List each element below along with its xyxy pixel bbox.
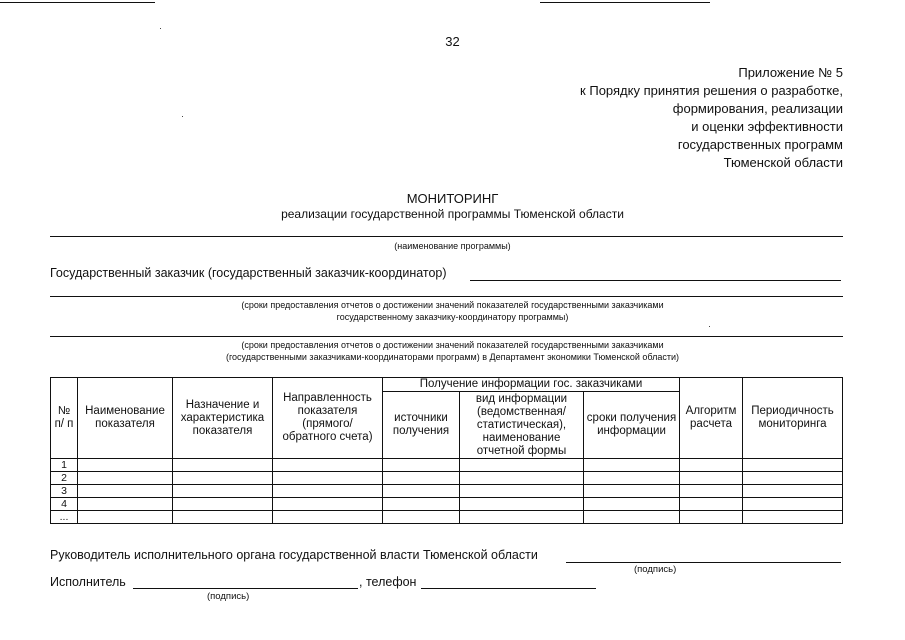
row-number: ... — [51, 511, 78, 524]
column-header-number: № п/ п — [51, 378, 78, 459]
table-cell[interactable] — [383, 472, 460, 485]
table-cell[interactable] — [273, 511, 383, 524]
appendix-line: государственных программ — [677, 137, 843, 152]
table-cell[interactable] — [383, 485, 460, 498]
page-number: 32 — [445, 34, 460, 49]
row-number: 2 — [51, 472, 78, 485]
customer-input-line[interactable] — [470, 280, 841, 281]
table-cell[interactable] — [680, 511, 743, 524]
phone-input-line[interactable] — [421, 588, 596, 589]
table-cell[interactable] — [460, 498, 584, 511]
table-row — [51, 459, 843, 472]
appendix-block — [580, 64, 843, 172]
executor-signature-line[interactable] — [133, 588, 358, 589]
terms-line-2[interactable] — [50, 336, 843, 337]
scan-speck — [160, 28, 161, 29]
table-cell[interactable] — [743, 472, 843, 485]
table-cell[interactable] — [743, 485, 843, 498]
monitoring-table — [50, 377, 843, 524]
row-number: 3 — [51, 485, 78, 498]
column-header-direction: Направленность показателя (прямого/ обратного счета) — [273, 378, 383, 459]
table-cell[interactable] — [173, 459, 273, 472]
column-header-indicator-name: Наименование показателя — [78, 378, 173, 459]
table-cell[interactable] — [273, 485, 383, 498]
column-header-info-type: вид информации (ведомственная/ статистическая), наименование отчетной формы — [460, 392, 584, 459]
program-name-line[interactable] — [50, 236, 843, 237]
table-cell[interactable] — [383, 459, 460, 472]
appendix-line: Приложение № 5 — [738, 65, 843, 80]
table-cell[interactable] — [460, 472, 584, 485]
row-number: 1 — [51, 459, 78, 472]
table-cell[interactable] — [273, 472, 383, 485]
table-cell[interactable] — [584, 459, 680, 472]
table-cell[interactable] — [78, 459, 173, 472]
table-cell[interactable] — [743, 498, 843, 511]
phone-label: , телефон — [359, 575, 417, 589]
appendix-line: и оценки эффективности — [691, 119, 843, 134]
appendix-line: к Порядку принятия решения о разработке, — [580, 83, 843, 98]
scan-speck — [182, 116, 183, 117]
column-header-periodicity: Периодичность мониторинга — [743, 378, 843, 459]
table-cell[interactable] — [173, 511, 273, 524]
table-cell[interactable] — [173, 498, 273, 511]
table-row — [51, 511, 843, 524]
table-cell[interactable] — [680, 485, 743, 498]
table-cell[interactable] — [173, 472, 273, 485]
table-cell[interactable] — [383, 511, 460, 524]
table-cell[interactable] — [78, 511, 173, 524]
table-cell[interactable] — [460, 485, 584, 498]
column-header-algorithm: Алгоритм расчета — [680, 378, 743, 459]
terms-caption-1 — [0, 299, 905, 323]
table-cell[interactable] — [273, 498, 383, 511]
column-header-purpose: Назначение и характеристика показателя — [173, 378, 273, 459]
table-cell[interactable] — [383, 498, 460, 511]
appendix-line: формирования, реализации — [672, 101, 843, 116]
table-group-header-row — [51, 378, 843, 392]
table-cell[interactable] — [584, 472, 680, 485]
table-cell[interactable] — [680, 472, 743, 485]
table-cell[interactable] — [584, 511, 680, 524]
table-cell[interactable] — [743, 511, 843, 524]
scan-edge-line-right — [540, 2, 710, 3]
table-cell[interactable] — [78, 485, 173, 498]
scan-speck — [709, 326, 710, 327]
table-cell[interactable] — [680, 498, 743, 511]
document-title: МОНИТОРИНГ — [406, 191, 499, 206]
terms-caption-1-line: (сроки предоставления отчетов о достижении значений показателей государственными заказчиками — [241, 300, 664, 310]
document-subtitle: реализации государственной программы Тюменской области — [281, 207, 624, 221]
executor-label: Исполнитель — [50, 575, 126, 589]
table-cell[interactable] — [680, 459, 743, 472]
terms-line-1[interactable] — [50, 296, 843, 297]
column-group-header-info: Получение информации гос. заказчиками — [383, 378, 680, 392]
table-cell[interactable] — [584, 485, 680, 498]
terms-caption-2 — [0, 339, 905, 363]
table-cell[interactable] — [460, 511, 584, 524]
table-cell[interactable] — [78, 472, 173, 485]
customer-label: Государственный заказчик (государственный заказчик-координатор) — [50, 266, 447, 280]
head-signature-label: Руководитель исполнительного органа государственной власти Тюменской области — [50, 548, 538, 562]
table-cell[interactable] — [273, 459, 383, 472]
executor-signature-caption: (подпись) — [207, 591, 250, 602]
program-name-caption: (наименование программы) — [394, 241, 511, 251]
table-cell[interactable] — [460, 459, 584, 472]
table-cell[interactable] — [584, 498, 680, 511]
table-cell[interactable] — [173, 485, 273, 498]
scan-edge-line-left — [0, 2, 155, 3]
column-header-terms: сроки получения информации — [584, 392, 680, 459]
table-row — [51, 472, 843, 485]
row-number: 4 — [51, 498, 78, 511]
terms-caption-1-line: государственному заказчику-координатору программы) — [336, 312, 569, 322]
terms-caption-2-line: (сроки предоставления отчетов о достижении значений показателей государственными заказчиками — [241, 340, 664, 350]
terms-caption-2-line: (государственными заказчиками-координаторами программ) в Департамент экономики Тюменской области) — [225, 352, 680, 362]
head-signature-line[interactable] — [566, 562, 841, 563]
table-cell[interactable] — [743, 459, 843, 472]
column-header-sources: источники получения — [383, 392, 460, 459]
table-row — [51, 498, 843, 511]
table-row — [51, 485, 843, 498]
appendix-line: Тюменской области — [723, 155, 843, 170]
table-cell[interactable] — [78, 498, 173, 511]
head-signature-caption: (подпись) — [634, 564, 677, 575]
